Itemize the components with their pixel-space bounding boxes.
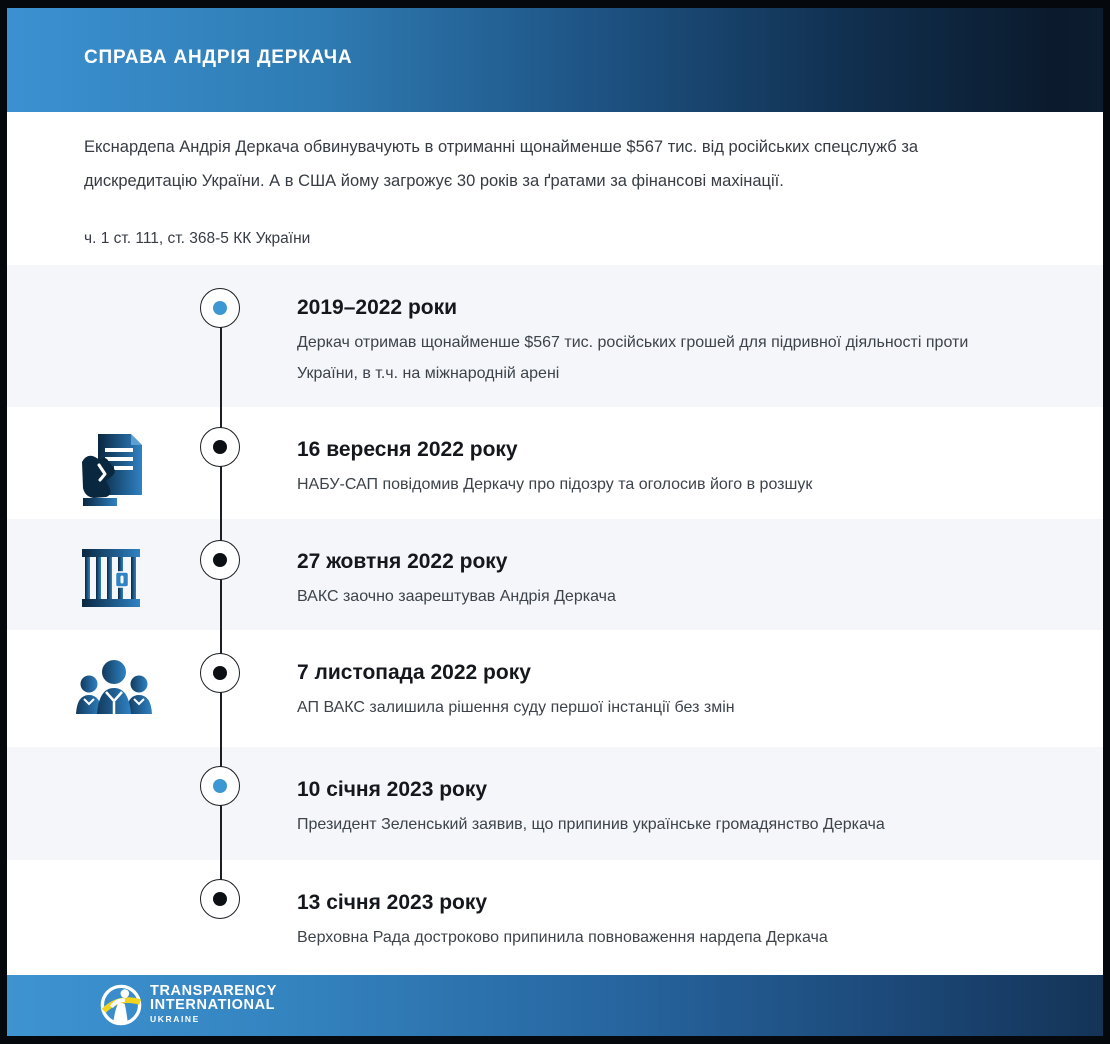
- footer-banner: [7, 975, 1103, 1036]
- intro-line-1: Екснардепа Андрія Деркача обвинувачують в отриманні щонайменше $567 тис. від російських спецслужб за: [84, 138, 919, 156]
- timeline-row-5: [7, 747, 1103, 860]
- intro-line-2: дискредитацію України. А в США йому загрожує 30 років за ґратами за фінансові махінації.: [84, 172, 784, 190]
- timeline-marker-3: [200, 540, 240, 580]
- event-date: 13 січня 2023 року: [297, 891, 488, 914]
- event-date: 10 січня 2023 року: [297, 778, 488, 801]
- timeline-marker-1: [200, 288, 240, 328]
- timeline-row-2: [7, 407, 1103, 519]
- marker-dot: [213, 440, 227, 454]
- event-description: Верховна Рада достроково припинила повноваження нардепа Деркача: [297, 929, 828, 946]
- marker-dot: [213, 553, 227, 567]
- logo-globe-icon: [100, 984, 142, 1026]
- logo-line-2: INTERNATIONAL: [150, 997, 276, 1013]
- logo-line-3: UKRAINE: [150, 1014, 200, 1024]
- event-description: Президент Зеленський заявив, що припинив українське громадянство Деркача: [297, 816, 885, 833]
- logo-text: [150, 984, 277, 1024]
- event-description: АП ВАКС залишила рішення суду першої інстанції без змін: [297, 699, 735, 716]
- timeline-row-4: [7, 630, 1103, 747]
- event-date: 16 вересня 2022 року: [297, 438, 518, 461]
- page-title: СПРАВА АНДРІЯ ДЕРКАЧА: [84, 47, 353, 68]
- infographic-page: [7, 8, 1103, 1036]
- event-description: [297, 327, 968, 389]
- event-description-line-2: України, в т.ч. на міжнародній арені: [297, 365, 560, 382]
- event-date: 27 жовтня 2022 року: [297, 550, 508, 573]
- timeline-marker-5: [200, 766, 240, 806]
- law-reference: ч. 1 ст. 111, ст. 368-5 КК України: [84, 230, 311, 247]
- ti-logo: [100, 984, 277, 1026]
- timeline-row-3: [7, 519, 1103, 630]
- event-content-4: [297, 660, 735, 723]
- event-description-line-1: Деркач отримав щонайменше $567 тис. російських грошей для підривної діяльності проти: [297, 334, 969, 351]
- timeline-row-1: [7, 265, 1103, 407]
- timeline-marker-2: [200, 427, 240, 467]
- event-content-3: [297, 549, 616, 612]
- timeline-row-6: [7, 860, 1103, 975]
- timeline-marker-6: [200, 879, 240, 919]
- marker-dot: [213, 892, 227, 906]
- marker-dot: [213, 666, 227, 680]
- event-description: ВАКС заочно заарештував Андрія Деркача: [297, 588, 616, 605]
- event-content-5: [297, 777, 885, 840]
- event-date: 2019–2022 роки: [297, 296, 458, 319]
- prison-bars-icon: [82, 549, 140, 612]
- event-content-6: [297, 890, 828, 953]
- logo-line-1: TRANSPARENCY: [150, 983, 277, 999]
- event-content-1: [297, 295, 968, 389]
- marker-dot: [213, 301, 227, 315]
- event-date: 7 листопада 2022 року: [297, 661, 531, 684]
- event-description: НАБУ-САП повідомив Деркачу про підозру та оголосив його в розшук: [297, 476, 813, 493]
- header-banner: [7, 8, 1103, 112]
- event-content-2: [297, 437, 812, 500]
- intro-text: [84, 130, 918, 198]
- judges-panel-icon: [74, 658, 154, 719]
- document-in-hand-icon: [78, 432, 144, 513]
- timeline-line: [220, 309, 222, 900]
- marker-dot: [213, 779, 227, 793]
- timeline-marker-4: [200, 653, 240, 693]
